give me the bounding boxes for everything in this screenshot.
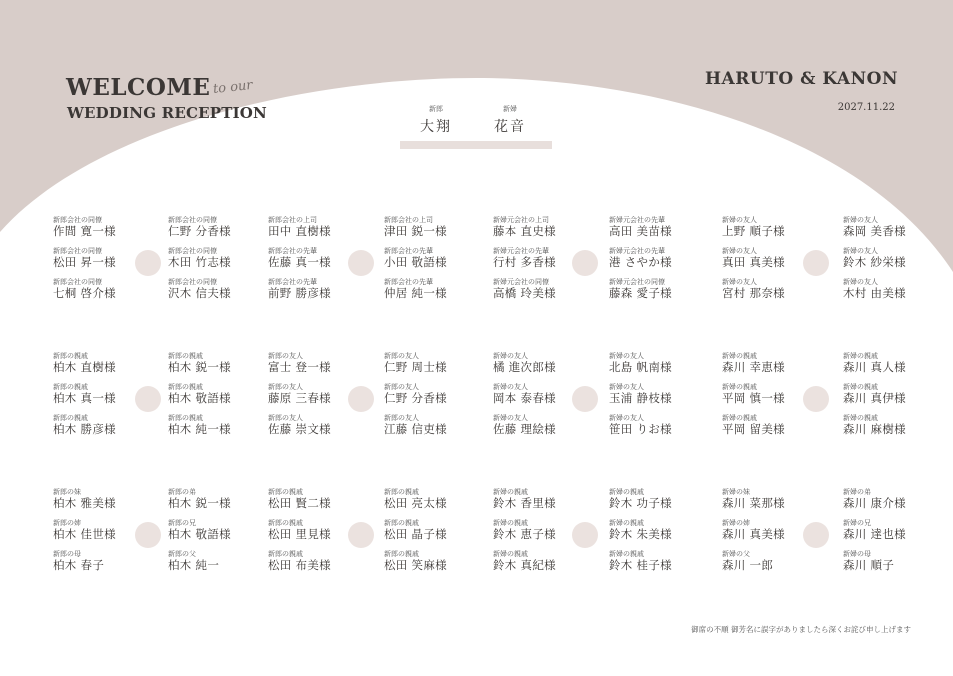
to-our-script: to our [212,77,254,98]
guest-name: 真田 真美様 [722,255,785,269]
guest-name: 行村 多香様 [493,255,556,269]
reception-heading: WEDDING RECEPTION [67,104,267,122]
guest-relation: 新婦の母 [843,550,871,558]
guest-relation: 新婦の兄 [843,519,871,527]
guest-entry [53,352,116,374]
groom-role: 新郎 [429,105,443,113]
guest-name: 木田 竹志様 [168,255,231,269]
guest-name: 藤原 三春様 [268,391,331,405]
guest-relation: 新婦の友人 [609,383,644,391]
guest-name: 鈴木 真紀様 [493,558,556,572]
guest-relation: 新郎会社の同僚 [168,247,217,255]
guest-entry [493,383,556,405]
guest-name: 藤森 愛子様 [609,286,672,300]
guest-entry [384,216,447,238]
guest-entry [384,519,447,541]
guest-relation: 新婦の親戚 [843,352,878,360]
guest-relation: 新婦元会社の同僚 [493,278,549,286]
guest-relation: 新郎の友人 [268,352,303,360]
guest-entry [53,550,104,572]
guest-entry [722,278,785,300]
head-table-bride [494,104,526,136]
table-circle [348,386,374,412]
guest-entry [384,383,447,405]
guest-name: 前野 勝彦様 [268,286,331,300]
guest-name: 森川 菜那様 [722,496,785,510]
footer-note: 御席の不順 御芳名に誤字がありましたら深くお詫び申し上げます [691,625,911,634]
guest-name: 岡本 泰春様 [493,391,556,405]
guest-entry [722,247,785,269]
guest-entry [53,247,116,269]
guest-relation: 新婦の友人 [843,278,878,286]
table-circle [572,386,598,412]
guest-name: 玉浦 静枝様 [609,391,672,405]
guest-entry [268,414,331,436]
guest-relation: 新婦の友人 [843,216,878,224]
guest-name: 森川 真美様 [722,527,785,541]
guest-name: 江藤 信吏様 [384,422,447,436]
guest-name: 佐藤 理絵様 [493,422,556,436]
guest-name: 松田 笑麻様 [384,558,447,572]
guest-relation: 新郎の妹 [53,488,81,496]
guest-entry [843,247,906,269]
guest-name: 柏木 純一 [168,558,220,572]
guest-name: 松田 亮太様 [384,496,447,510]
guest-entry [722,414,785,436]
guest-relation: 新郎会社の同僚 [53,278,102,286]
guest-relation: 新郎会社の同僚 [168,278,217,286]
guest-relation: 新郎会社の上司 [268,216,317,224]
guest-entry [53,414,116,436]
guest-entry [168,216,231,238]
guest-name: 藤本 直史様 [493,224,556,238]
guest-name: 森川 達也様 [843,527,906,541]
guest-entry [493,247,556,269]
table-circle [803,386,829,412]
guest-entry [843,216,906,238]
guest-name: 森川 康介様 [843,496,906,510]
guest-entry [384,414,447,436]
guest-entry [168,383,231,405]
guest-relation: 新郎会社の先輩 [268,278,317,286]
groom-name: 大翔 [420,119,452,135]
guest-entry [53,519,116,541]
guest-relation: 新郎の親戚 [268,550,303,558]
guest-name: 柏木 春子 [53,558,105,572]
guest-relation: 新郎の友人 [384,352,419,360]
guest-relation: 新郎会社の同僚 [168,216,217,224]
guest-name: 笹田 りお様 [609,422,672,436]
guest-entry [168,414,231,436]
guest-relation: 新婦の友人 [493,414,528,422]
guest-relation: 新婦の親戚 [722,414,757,422]
guest-name: 柏木 鋭一様 [168,360,231,374]
guest-name: 松田 賢二様 [268,496,331,510]
guest-entry [493,352,556,374]
guest-relation: 新郎の親戚 [268,488,303,496]
guest-relation: 新郎会社の先輩 [384,247,433,255]
guest-relation: 新婦の親戚 [722,352,757,360]
guest-name: 柏木 敬語様 [168,527,231,541]
guest-entry [53,216,116,238]
guest-entry [168,247,231,269]
guest-entry [384,352,447,374]
guest-entry [493,488,556,510]
guest-name: 柏木 真一様 [53,391,116,405]
guest-relation: 新郎の親戚 [53,383,88,391]
table-circle [803,250,829,276]
guest-entry [168,519,231,541]
table-circle [803,522,829,548]
guest-name: 佐藤 真一様 [268,255,331,269]
guest-entry [384,247,447,269]
guest-name: 沢木 信夫様 [168,286,231,300]
guest-relation: 新郎の父 [168,550,196,558]
guest-name: 宮村 那奈様 [722,286,785,300]
guest-relation: 新婦の友人 [493,352,528,360]
guest-name: 津田 鋭一様 [384,224,447,238]
guest-name: 松田 里見様 [268,527,331,541]
guest-name: 柏木 佳世様 [53,527,116,541]
guest-relation: 新郎の親戚 [268,519,303,527]
guest-entry [843,278,906,300]
guest-relation: 新婦の友人 [609,414,644,422]
guest-name: 森川 順子 [843,558,895,572]
guest-relation: 新婦元会社の先輩 [609,216,665,224]
bride-name: 花音 [494,119,526,135]
guest-relation: 新郎会社の先輩 [268,247,317,255]
guest-name: 柏木 純一様 [168,422,231,436]
guest-relation: 新婦元会社の上司 [493,216,549,224]
wedding-date: 2027.11.22 [837,102,895,113]
table-circle [348,522,374,548]
guest-relation: 新婦の友人 [493,383,528,391]
guest-entry [268,488,331,510]
guest-name: 柏木 直樹様 [53,360,116,374]
guest-name: 鈴木 恵子様 [493,527,556,541]
guest-name: 佐藤 崇文様 [268,422,331,436]
guest-name: 鈴木 功子様 [609,496,672,510]
guest-entry [722,488,785,510]
guest-relation: 新婦元会社の先輩 [493,247,549,255]
guest-name: 仁野 周士様 [384,360,447,374]
table-circle [135,250,161,276]
guest-relation: 新婦の友人 [722,278,757,286]
guest-entry [53,383,116,405]
guest-relation: 新婦の友人 [722,247,757,255]
guest-name: 小田 敬語様 [384,255,447,269]
guest-name: 鈴木 紗栄様 [843,255,906,269]
guest-relation: 新婦の親戚 [493,488,528,496]
guest-entry [53,488,116,510]
head-table-bar [400,141,552,149]
guest-name: 上野 順子様 [722,224,785,238]
guest-name: 木村 由美様 [843,286,906,300]
guest-entry [843,519,906,541]
guest-entry [843,488,906,510]
guest-name: 仁野 分香様 [384,391,447,405]
guest-name: 鈴木 桂子様 [609,558,672,572]
guest-name: 田中 直樹様 [268,224,331,238]
guest-relation: 新婦の親戚 [493,519,528,527]
guest-name: 七桐 啓介様 [53,286,116,300]
guest-relation: 新郎会社の上司 [384,216,433,224]
guest-relation: 新郎の親戚 [384,519,419,527]
guest-entry [168,352,231,374]
guest-entry [168,550,219,572]
guest-relation: 新郎の親戚 [53,414,88,422]
welcome-heading: WELCOME [66,74,211,101]
guest-name: 平岡 慎一様 [722,391,785,405]
guest-relation: 新郎の親戚 [53,352,88,360]
guest-relation: 新婦の親戚 [722,383,757,391]
head-table-groom [420,104,452,136]
guest-relation: 新郎会社の同僚 [53,216,102,224]
guest-entry [609,550,672,572]
guest-entry [168,278,231,300]
guest-name: 森川 一郎 [722,558,774,572]
guest-entry [609,216,672,238]
guest-entry [268,278,331,300]
guest-name: 仁野 分香様 [168,224,231,238]
guest-entry [843,414,906,436]
guest-relation: 新婦の親戚 [609,519,644,527]
guest-entry [493,278,556,300]
guest-entry [609,352,672,374]
guest-relation: 新婦の友人 [843,247,878,255]
guest-entry [384,278,447,300]
guest-name: 富士 登一様 [268,360,331,374]
guest-entry [843,352,906,374]
guest-name: 高橋 玲美様 [493,286,556,300]
guest-entry [843,383,906,405]
guest-name: 仲居 純一様 [384,286,447,300]
guest-relation: 新婦元会社の同僚 [609,278,665,286]
guest-name: 高田 美苗様 [609,224,672,238]
table-circle [135,386,161,412]
guest-name: 森岡 美香様 [843,224,906,238]
guest-relation: 新郎の弟 [168,488,196,496]
guest-name: 森川 幸恵様 [722,360,785,374]
guest-entry [609,488,672,510]
guest-entry [53,278,116,300]
guest-relation: 新婦の親戚 [493,550,528,558]
guest-entry [268,352,331,374]
guest-name: 松田 晶子様 [384,527,447,541]
guest-name: 柏木 雅美様 [53,496,116,510]
guest-relation: 新郎の母 [53,550,81,558]
guest-entry [493,519,556,541]
guest-name: 鈴木 香里様 [493,496,556,510]
table-circle [572,522,598,548]
guest-entry [722,216,785,238]
bride-role: 新婦 [503,105,517,113]
guest-relation: 新郎の兄 [168,519,196,527]
guest-entry [722,519,785,541]
guest-name: 森川 真伊様 [843,391,906,405]
table-circle [135,522,161,548]
guest-entry [843,550,894,572]
guest-name: 柏木 勝彦様 [53,422,116,436]
guest-entry [493,414,556,436]
guest-name: 松田 布美様 [268,558,331,572]
guest-relation: 新婦の親戚 [843,414,878,422]
table-circle [348,250,374,276]
guest-relation: 新郎の友人 [384,414,419,422]
guest-entry [493,550,556,572]
guest-relation: 新婦の親戚 [609,550,644,558]
guest-relation: 新郎の友人 [268,383,303,391]
guest-name: 柏木 敬語様 [168,391,231,405]
guest-relation: 新婦の友人 [609,352,644,360]
guest-name: 作間 寛一様 [53,224,116,238]
guest-name: 鈴木 朱美様 [609,527,672,541]
guest-relation: 新郎の友人 [384,383,419,391]
guest-entry [722,352,785,374]
guest-name: 森川 麻樹様 [843,422,906,436]
guest-relation: 新郎の親戚 [168,414,203,422]
guest-entry [609,519,672,541]
guest-entry [722,550,773,572]
guest-entry [268,550,331,572]
guest-entry [609,247,672,269]
guest-relation: 新婦元会社の先輩 [609,247,665,255]
guest-entry [609,278,672,300]
guest-entry [268,216,331,238]
guest-entry [384,550,447,572]
guest-name: 橘 進次郎様 [493,360,556,374]
guest-relation: 新郎の親戚 [168,383,203,391]
guest-entry [168,488,231,510]
guest-relation: 新婦の親戚 [609,488,644,496]
guest-name: 北島 帆南様 [609,360,672,374]
guest-entry [268,383,331,405]
table-circle [572,250,598,276]
couple-names: HARUTO & KANON [704,69,898,89]
guest-relation: 新婦の姉 [722,519,750,527]
guest-relation: 新婦の弟 [843,488,871,496]
guest-relation: 新郎会社の同僚 [53,247,102,255]
guest-entry [268,247,331,269]
guest-relation: 新郎会社の先輩 [384,278,433,286]
guest-name: 松田 昇一様 [53,255,116,269]
guest-relation: 新郎の親戚 [384,550,419,558]
guest-relation: 新郎の親戚 [384,488,419,496]
guest-relation: 新郎の友人 [268,414,303,422]
guest-entry [722,383,785,405]
guest-relation: 新郎の親戚 [168,352,203,360]
guest-entry [384,488,447,510]
guest-relation: 新婦の友人 [722,216,757,224]
guest-name: 平岡 留美様 [722,422,785,436]
guest-entry [609,414,672,436]
guest-relation: 新婦の父 [722,550,750,558]
guest-relation: 新婦の妹 [722,488,750,496]
guest-name: 柏木 鋭一様 [168,496,231,510]
guest-name: 港 さやか様 [609,255,672,269]
guest-entry [609,383,672,405]
guest-relation: 新郎の姉 [53,519,81,527]
guest-entry [493,216,556,238]
guest-entry [268,519,331,541]
guest-relation: 新婦の親戚 [843,383,878,391]
guest-name: 森川 真人様 [843,360,906,374]
